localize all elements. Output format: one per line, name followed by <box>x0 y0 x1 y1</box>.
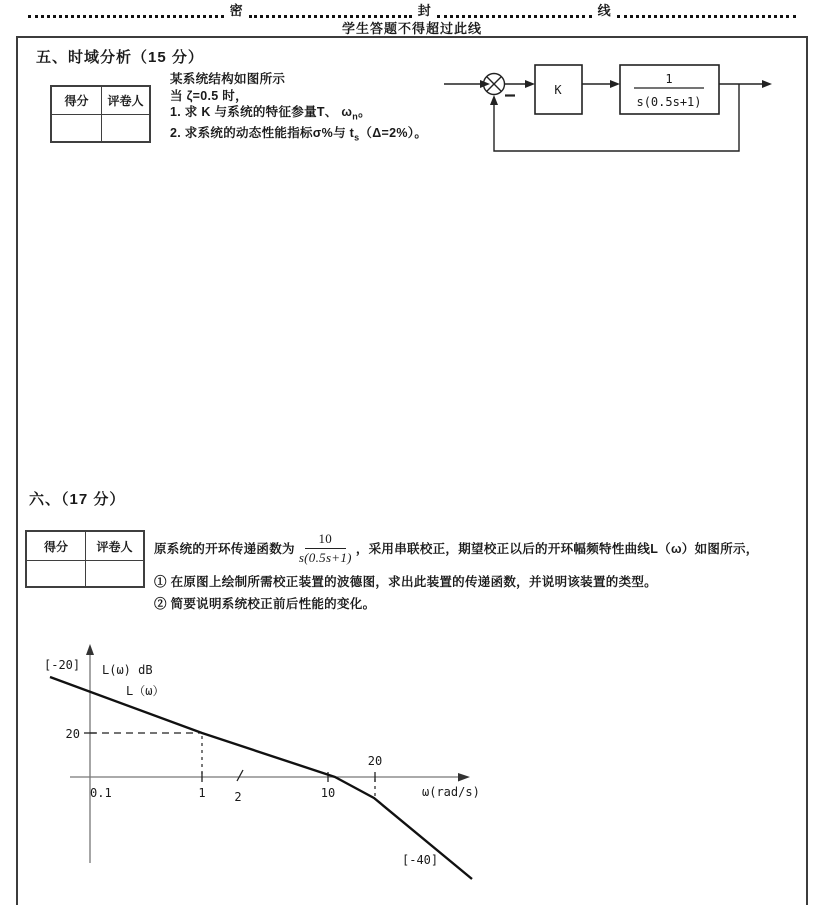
section6-problem-text <box>154 526 804 570</box>
intro-post: ，采用串联校正，期望校正以后的开环幅频特性曲线L（ω）如图所示， <box>355 542 759 556</box>
transfer-function-fraction <box>299 531 352 566</box>
omega-n-subscript: n <box>352 111 359 122</box>
arrowhead-icon <box>610 80 620 88</box>
seal-dots <box>249 6 412 18</box>
curve-label: L（ω） <box>126 684 165 698</box>
section5-title: 五、时域分析（15 分） <box>36 49 204 66</box>
seal-line <box>28 2 796 18</box>
fraction-numerator: 10 <box>305 531 347 549</box>
score-header-cell: 得分 <box>27 532 86 561</box>
xtick-label-20: 20 <box>367 754 383 768</box>
section6-title: 六、（17 分） <box>29 491 126 508</box>
slope-label-minus40: [-40] <box>402 853 439 867</box>
x-axis-label: ω(rad/s) <box>422 785 480 799</box>
problem-line: 某系统结构如图所示 <box>170 72 286 86</box>
tf-denominator: s(0.5s+1) <box>636 95 702 109</box>
xtick-2-slash <box>237 770 243 781</box>
bode-magnitude-plot <box>32 638 532 905</box>
y-axis-arrowhead-icon <box>86 644 94 655</box>
grader-header-cell: 评卷人 <box>102 87 149 115</box>
seal-label-feng: 封 <box>417 3 431 18</box>
section6-score-table <box>25 530 145 588</box>
tf-numerator: 1 <box>665 72 673 86</box>
section6-subquestion-2: ② 简要说明系统校正前后性能的变化。 <box>154 597 376 611</box>
section5-problem-text <box>170 71 470 146</box>
grader-empty-cell <box>102 115 149 141</box>
L-omega-curve <box>50 677 472 879</box>
seal-dots <box>437 6 592 18</box>
system-block-diagram <box>442 54 802 159</box>
problem-line: 1. 求 K 与系统的特征参量T、 $\omega_n$。 <box>170 105 371 122</box>
section5-score-table <box>50 85 151 143</box>
xtick-label-2-annotation: 2 <box>234 790 242 804</box>
score-empty-cell <box>52 115 102 141</box>
fraction-denominator: s(0.5s+1) <box>298 549 352 565</box>
grader-empty-cell <box>86 561 143 586</box>
slope-label-minus20: [-20] <box>44 658 81 672</box>
xtick-label-1: 1 <box>198 786 206 800</box>
ytick-label-20: 20 <box>65 727 80 741</box>
xtick-label-10: 10 <box>320 786 336 800</box>
seal-label-mi: 密 <box>229 3 243 18</box>
score-empty-cell <box>27 561 86 586</box>
score-header-cell: 得分 <box>52 87 102 115</box>
gain-label: K <box>554 83 562 97</box>
y-axis-label: L(ω) dB <box>102 663 153 677</box>
arrowhead-icon <box>525 80 535 88</box>
section6-subquestion-1: ① 在原图上绘制所需校正装置的波德图，求出此装置的传递函数，并说明该装置的类型。 <box>154 575 657 589</box>
grader-header-cell: 评卷人 <box>86 532 143 561</box>
problem-line: 2. 求系统的动态性能指标σ%与 $t_s(\Delta=2\%)$。 <box>170 126 428 143</box>
seal-dots <box>617 6 796 18</box>
xtick-label-0.1: 0.1 <box>90 786 112 800</box>
seal-dots <box>28 6 224 18</box>
t-s-subscript: s <box>354 132 360 143</box>
intro-pre: 原系统的开环传递函数为 <box>154 542 295 556</box>
x-axis-arrowhead-icon <box>458 773 470 782</box>
seal-label-xian: 线 <box>597 3 611 18</box>
problem-line: 当 ζ=0.5 时， <box>170 88 248 103</box>
no-answer-beyond-line-note: 学生答题不得超过此线 <box>341 21 482 36</box>
answer-area-border <box>16 36 808 905</box>
arrowhead-icon <box>490 95 498 105</box>
arrowhead-icon <box>762 80 772 88</box>
